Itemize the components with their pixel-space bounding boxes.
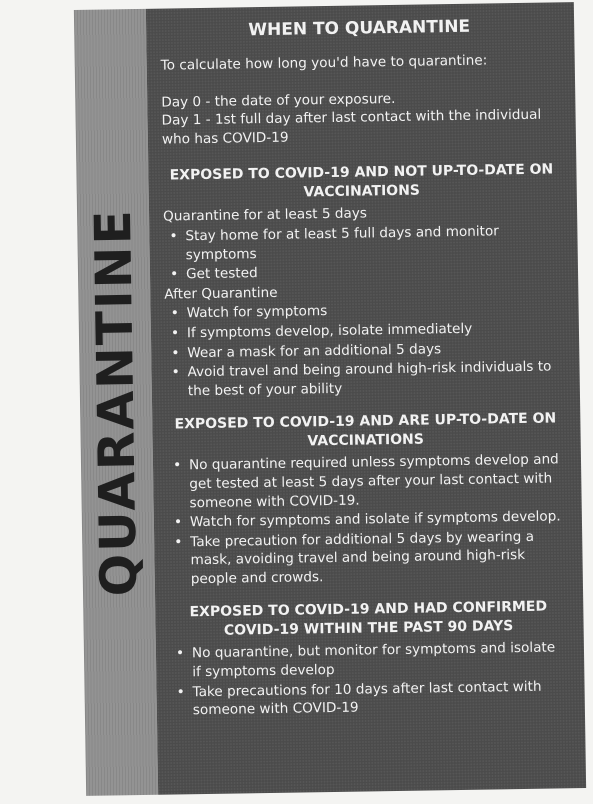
- section-heading: EXPOSED TO COVID-19 AND NOT UP-TO-DATE ON VACCINATIONS: [169, 161, 554, 201]
- section-vaccinated: [166, 410, 567, 589]
- bullet-list: [165, 299, 564, 401]
- group-label: After Quarantine: [164, 284, 278, 303]
- group-label: Quarantine for at least 5 days: [162, 205, 368, 225]
- day-1-text: Day 1 - 1st full day after last contact with the individual who has COVID-19: [161, 106, 542, 148]
- section-heading: EXPOSED TO COVID-19 AND ARE UP-TO-DATE ON VACCINATIONS: [174, 410, 557, 450]
- list-item: • Take precautions for 10 days after last contact with someone with COVID-19: [192, 677, 569, 720]
- intro-text: To calculate how long you'd have to quarantine:: [160, 52, 488, 74]
- content-panel: [146, 2, 586, 795]
- list-item: • No quarantine, but monitor for symptoms and isolate if symptoms develop: [192, 639, 569, 682]
- section-not-vaccinated: [162, 161, 564, 401]
- page-title: WHEN TO QUARANTINE: [248, 16, 471, 41]
- bullet-list: [163, 221, 562, 284]
- list-item: • Watch for symptoms and isolate if symptoms develop.: [190, 507, 566, 531]
- list-item: • Take precaution for additional 5 days by wearing a mask, avoiding travel and being around high-risk people and crowds.: [190, 527, 567, 589]
- side-title: QUARANTINE: [83, 207, 149, 597]
- list-item: • Stay home for at least 5 full days and monitor symptoms: [185, 221, 562, 264]
- side-banner: [74, 9, 158, 796]
- list-item: • Watch for symptoms: [186, 299, 562, 323]
- list-item: • No quarantine required unless symptoms develop and get tested at least 5 days after your last contact with someone with COVID-19.: [189, 451, 566, 513]
- quarantine-flyer: [74, 2, 586, 796]
- bullet-list: [167, 451, 567, 589]
- list-item: • Avoid travel and being around high-risk individuals to the best of your ability: [187, 357, 564, 400]
- list-item: • Get tested: [186, 259, 562, 283]
- section-recent-covid: [169, 598, 569, 721]
- day-0-text: Day 0 - the date of your exposure.: [161, 90, 396, 111]
- section-heading: EXPOSED TO COVID-19 AND HAD CONFIRMED COVID-19 WITHIN THE PAST 90 DAYS: [189, 599, 548, 640]
- list-item: • Wear a mask for an additional 5 days: [187, 338, 563, 362]
- list-item: • If symptoms develop, isolate immediately: [187, 318, 563, 342]
- bullet-list: [170, 639, 569, 721]
